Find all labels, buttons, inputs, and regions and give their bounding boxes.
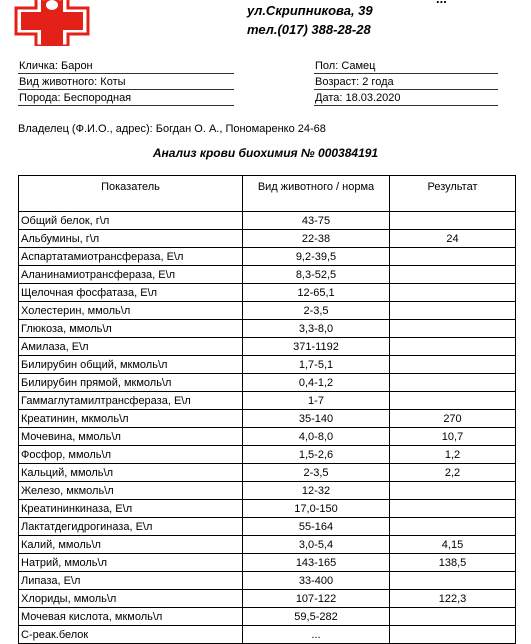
table-row (19, 266, 516, 284)
result-cell (390, 500, 516, 518)
parameter-cell: Хлориды, ммоль\л (19, 590, 243, 608)
result-cell (390, 266, 516, 284)
table-header-row (19, 176, 516, 212)
analysis-title: Анализ крови биохимия № 000384191 (0, 146, 531, 160)
norm-cell: 12-65,1 (243, 284, 390, 302)
norm-cell: 8,3-52,5 (243, 266, 390, 284)
header-norm: Вид животного / норма (243, 176, 390, 212)
parameter-cell: Щелочная фосфатаза, Е\л (19, 284, 243, 302)
parameter-cell: Холестерин, ммоль\л (19, 302, 243, 320)
result-cell: 138,5 (390, 554, 516, 572)
pet-name-field: Кличка: Барон (18, 60, 234, 74)
norm-cell: 2-3,5 (243, 302, 390, 320)
norm-cell: 17,0-150 (243, 500, 390, 518)
parameter-cell: С-реак.белок (19, 626, 243, 644)
parameter-cell: Общий белок, г\л (19, 212, 243, 230)
result-cell (390, 626, 516, 644)
table-row (19, 428, 516, 446)
norm-cell: 43-75 (243, 212, 390, 230)
red-cross-paw-icon (14, 0, 90, 46)
norm-cell: 371-1192 (243, 338, 390, 356)
table-row (19, 212, 516, 230)
pet-species-field: Вид животного: Коты (18, 76, 234, 90)
results-table (18, 175, 516, 644)
parameter-cell: Билирубин прямой, мкмоль\л (19, 374, 243, 392)
norm-cell: 9,2-39,5 (243, 248, 390, 266)
result-cell: 4,15 (390, 536, 516, 554)
table-row (19, 338, 516, 356)
parameter-cell: Аспартатамиотрансфераза, Е\л (19, 248, 243, 266)
parameter-cell: Мочевая кислота, мкмоль\л (19, 608, 243, 626)
table-row (19, 248, 516, 266)
norm-cell: 1,7-5,1 (243, 356, 390, 374)
parameter-cell: Мочевина, ммоль\л (19, 428, 243, 446)
parameter-cell: Железо, мкмоль\л (19, 482, 243, 500)
parameter-cell: Альбумины, г\л (19, 230, 243, 248)
norm-cell: 0,4-1,2 (243, 374, 390, 392)
result-cell (390, 356, 516, 374)
parameter-cell: Кальций, ммоль\л (19, 464, 243, 482)
parameter-cell: Фосфор, ммоль\л (19, 446, 243, 464)
result-cell (390, 302, 516, 320)
table-row (19, 320, 516, 338)
norm-cell: 143-165 (243, 554, 390, 572)
parameter-cell: Аланинамиотрансфераза, Е\л (19, 266, 243, 284)
norm-cell: 3,3-8,0 (243, 320, 390, 338)
parameter-cell: Креатинин, мкмоль\л (19, 410, 243, 428)
table-row (19, 230, 516, 248)
exam-date-field: Дата: 18.03.2020 (314, 92, 498, 106)
clinic-address: ул.Скрипникова, 39 (247, 3, 373, 18)
parameter-cell: Лактатдегидрогиназа, Е\л (19, 518, 243, 536)
result-cell (390, 338, 516, 356)
result-cell (390, 572, 516, 590)
result-cell: 122,3 (390, 590, 516, 608)
parameter-cell: Глюкоза, ммоль\л (19, 320, 243, 338)
clinic-logo-icon (14, 0, 90, 46)
table-row (19, 572, 516, 590)
table-row (19, 554, 516, 572)
pet-breed-field: Порода: Беспородная (18, 92, 234, 106)
result-cell: 10,7 (390, 428, 516, 446)
parameter-cell: Липаза, Е\л (19, 572, 243, 590)
pet-sex-field: Пол: Самец (314, 60, 498, 74)
table-row (19, 536, 516, 554)
table-row (19, 374, 516, 392)
norm-cell: ... (243, 626, 390, 644)
parameter-cell: Калий, ммоль\л (19, 536, 243, 554)
table-row (19, 302, 516, 320)
norm-cell: 35-140 (243, 410, 390, 428)
result-cell (390, 374, 516, 392)
result-cell: 270 (390, 410, 516, 428)
table-row (19, 356, 516, 374)
norm-cell: 4,0-8,0 (243, 428, 390, 446)
parameter-cell: Билирубин общий, мкмоль\л (19, 356, 243, 374)
result-cell (390, 518, 516, 536)
norm-cell: 107-122 (243, 590, 390, 608)
table-row (19, 500, 516, 518)
table-row (19, 590, 516, 608)
norm-cell: 2-3,5 (243, 464, 390, 482)
table-row (19, 464, 516, 482)
result-cell (390, 482, 516, 500)
pet-age-field: Возраст: 2 года (314, 76, 498, 90)
norm-cell: 3,0-5,4 (243, 536, 390, 554)
norm-cell: 1-7 (243, 392, 390, 410)
norm-cell: 55-164 (243, 518, 390, 536)
result-cell (390, 248, 516, 266)
norm-cell: 22-38 (243, 230, 390, 248)
result-cell: 24 (390, 230, 516, 248)
table-row (19, 626, 516, 644)
parameter-cell: Гаммаглутамилтрансфераза, Е\л (19, 392, 243, 410)
table-row (19, 518, 516, 536)
norm-cell: 1,5-2,6 (243, 446, 390, 464)
header-result: Результат (390, 176, 516, 212)
parameter-cell: Натрий, ммоль\л (19, 554, 243, 572)
table-row (19, 608, 516, 626)
result-cell (390, 608, 516, 626)
norm-cell: 33-400 (243, 572, 390, 590)
parameter-cell: Креатининкиназа, Е\л (19, 500, 243, 518)
header-fragment (436, 0, 447, 6)
table-row (19, 392, 516, 410)
table-row (19, 482, 516, 500)
result-cell (390, 320, 516, 338)
owner-info: Владелец (Ф.И.О., адрес): Богдан О. А., Пономаренко 24-68 (18, 123, 326, 135)
norm-cell: 12-32 (243, 482, 390, 500)
result-cell: 2,2 (390, 464, 516, 482)
result-cell (390, 284, 516, 302)
norm-cell: 59,5-282 (243, 608, 390, 626)
table-row (19, 446, 516, 464)
table-row (19, 284, 516, 302)
result-cell (390, 212, 516, 230)
table-row (19, 410, 516, 428)
result-cell: 1,2 (390, 446, 516, 464)
result-cell (390, 392, 516, 410)
header-parameter: Показатель (19, 176, 243, 212)
parameter-cell: Амилаза, Е\л (19, 338, 243, 356)
clinic-phone: тел.(017) 388-28-28 (247, 22, 371, 37)
